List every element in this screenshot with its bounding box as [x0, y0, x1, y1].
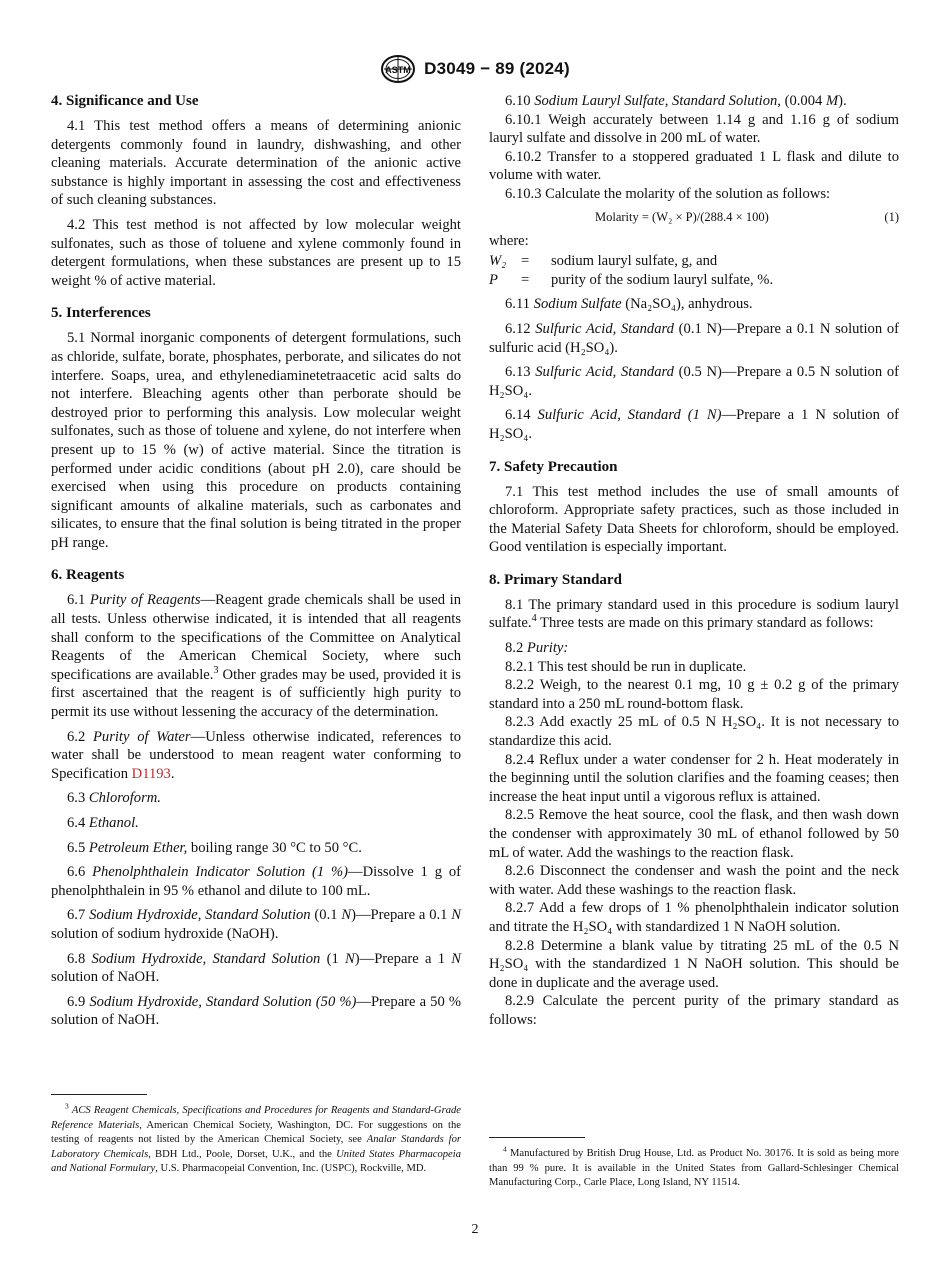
equation-number: (1): [884, 209, 899, 224]
para-8-2-5: 8.2.5 Remove the heat source, cool the flask, and then wash down the condenser with approximately 30 mL of ethanol followed by 50 mL of water. Add the washings to the reaction flask.: [489, 807, 899, 861]
section-4-heading: 4. Significance and Use: [51, 93, 199, 109]
para-6-1: 6.1 Purity of Reagents—Reagent grade chemicals shall be used in all tests. Unless otherwise indicated, it is intended that all reagents shall conform to the specifications of the Committee on Analytical Reagents of the American Chemical Society, where such specifications are available.$^3$ Other grades may be used, provided it is first ascertained that the reagent is of sufficiently high purity to permit its use without lessening the accuracy of the determination.: [51, 592, 462, 721]
spec-d1193-link[interactable]: D1193: [131, 765, 171, 782]
definition-row: P = purity of the sodium lauryl sulfate, %.: [489, 271, 774, 288]
para-8-2-6: 8.2.6 Disconnect the condenser and wash the point and the neck with water. Add these washings to the reaction flask.: [489, 863, 899, 898]
para-8-2: 8.2 Purity:: [505, 640, 569, 657]
para-6-7: 6.7 Sodium Hydroxide, Standard Solution (0.1 N)—Prepare a 0.1 N solution of sodium hydroxide (NaOH).: [51, 907, 461, 942]
para-6-14: 6.14 Sulfuric Acid, Standard (1 N)—Prepare a 1 N solution of H₂SO₄.: [489, 407, 899, 442]
logo-text: ASTM: [385, 65, 411, 75]
equation-1: Molarity = (W₂ × P)/(288.4 × 100) (1): [489, 206, 899, 230]
where-label: where:: [489, 232, 529, 249]
para-8-2-3: 8.2.3 Add exactly 25 mL of 0.5 N H₂SO₄. It is not necessary to standardize this acid.: [489, 714, 899, 750]
para-8-2-9: 8.2.9 Calculate the percent purity of the primary standard as follows:: [489, 993, 899, 1028]
footnote-3: $^3$ ACS Reagent Chemicals, Specifications and Procedures for Reagents and Standard-Grade Reference Materials, American Chemical Society, Washington, DC. For suggestions on the testing of reagents not listed by the American Chemical Society, see Analar Standards for Laboratory Chemicals, BDH Ltd., Poole, Dorset, U.K., and the United States Pharmacopeia and National Formulary, U.S. Pharmacopeial Convention, Inc. (USPC), Rockville, MD.: [51, 1101, 462, 1175]
para-6-12: 6.12 Sulfuric Acid, Standard (0.1 N)—Prepare a 0.1 N solution of sulfuric acid (H₂SO₄).: [489, 320, 899, 356]
section-7-heading: 7. Safety Precaution: [489, 458, 618, 475]
para-8-2-7: 8.2.7 Add a few drops of 1 % phenolphthalein indicator solution and titrate the H₂SO₄ with standardized 1 N NaOH solution.: [489, 900, 899, 935]
para-8-2-1: 8.2.1 This test should be run in duplicate.: [505, 658, 747, 675]
para-8-2-2: 8.2.2 Weigh, to the nearest 0.1 mg, 10 g ± 0.2 g of the primary standard into a 250 mL round-bottom flask.: [489, 677, 899, 712]
document-designation: D3049 − 89 (2024): [424, 59, 570, 78]
para-7-1: 7.1 This test method includes the use of small amounts of chloroform. Appropriate safety practices, such as those included in the Material Safety Data Sheets for chloroform, should be employed. Good ventilation is especially important.: [489, 483, 899, 556]
section-8-heading: 8. Primary Standard: [489, 571, 622, 588]
footnote-rule-left: [51, 1094, 147, 1095]
para-6-3: 6.3 Chloroform.: [67, 790, 161, 807]
para-4-2: 4.2 This test method is not affected by low molecular weight sulfonates, such as those of toluene and xylene commonly found in detergent formulations, when these substances are present up to 15 weight % of active material.: [51, 216, 461, 289]
astm-logo-icon: [380, 54, 416, 84]
para-6-13: 6.13 Sulfuric Acid, Standard (0.5 N)—Prepare a 0.5 N solution of H₂SO₄.: [489, 364, 899, 399]
variable-definitions: [489, 252, 899, 289]
para-6-4: 6.4 Ethanol.: [67, 815, 139, 831]
right-column: [489, 92, 899, 1030]
footnote-rule-right: [489, 1137, 585, 1138]
para-6-10-1: 6.10.1 Weigh accurately between 1.14 g and 1.16 g of sodium lauryl sulfate and dissolve in 200 mL of water.: [489, 111, 899, 147]
para-6-10: 6.10 Sodium Lauryl Sulfate, Standard Solution, (0.004 M).: [505, 93, 847, 109]
para-8-2-8: 8.2.8 Determine a blank value by titrating 25 mL of the 0.5 N H₂SO₄ with the standardized 1 N NaOH solution. This should be done in duplicate and the average used.: [489, 937, 899, 991]
para-6-10-2: 6.10.2 Transfer to a stoppered graduated 1 L flask and dilute to volume with water.: [489, 148, 899, 184]
para-6-11: 6.11 Sodium Sulfate (Na₂SO₄), anhydrous.: [505, 296, 753, 313]
para-6-10-3: 6.10.3 Calculate the molarity of the solution as follows:: [505, 185, 831, 202]
para-4-1: 4.1 This test method offers a means of determining anionic detergents commonly found in laundry, dishwashing, and other cleaning materials. Accurate determination of the anionic active substance is highly important in assessing the cost and effectiveness of such cleaning substances.: [51, 118, 461, 209]
footnote-4: $^4$ Manufactured by British Drug House, Ltd. as Product No. 30176. It is sold as being more than 99 % pure. It is available in the United States from Gallard-Schlesinger Chemical Manufacturing Corp., Carle Place, Long Island, NY 11514.: [489, 1144, 899, 1189]
definition-row: W₂ = sodium lauryl sulfate, g, and: [489, 253, 718, 270]
para-6-6: 6.6 Phenolphthalein Indicator Solution (1 %)—Dissolve 1 g of phenolphthalein in 95 % ethanol and dilute to 100 mL.: [51, 864, 461, 899]
para-6-8: 6.8 Sodium Hydroxide, Standard Solution (1 N)—Prepare a 1 N solution of NaOH.: [51, 950, 461, 986]
page-number: 2: [471, 1222, 479, 1237]
para-6-5: 6.5 Petroleum Ether, boiling range 30 °C to 50 °C.: [67, 839, 362, 856]
para-8-2-4: 8.2.4 Reflux under a water condenser for 2 h. Heat moderately in the beginning until the solution clarifies and the foaming ceases; then increase the heat input until a vigorous reflux is attained.: [489, 751, 899, 805]
section-6-heading: 6. Reagents: [51, 567, 125, 584]
page-header: [0, 52, 950, 86]
left-column: [51, 92, 461, 1030]
section-5-heading: 5. Interferences: [51, 305, 151, 322]
para-5-1: 5.1 Normal inorganic components of detergent formulations, such as chloride, sulfate, borate, phosphates, perborate, and silicates do not interfere. Soaps, urea, and ethylenediaminetetraacetic acid salts do not interfere. Bleaching agents other than perborate should be destroyed prior to performing this analysis. Low molecular weight sulfonates, such as those of toluene and xylene, do not interfere when present up to 15 % (w) of active material. Since the titration is performed under acidic conditions (about pH 2.0), care should be exercised when using this procedure on products containing significant amounts of alkaline materials, such as carbonates and silicates, to ensure that the final solution is being titrated in the proper pH range.: [51, 330, 461, 551]
para-6-9: 6.9 Sodium Hydroxide, Standard Solution (50 %)—Prepare a 50 % solution of NaOH.: [51, 993, 461, 1029]
para-8-1: 8.1 The primary standard used in this procedure is sodium lauryl sulfate.$^4$ Three tests are made on this primary standard as follows:: [489, 596, 899, 632]
para-6-2: 6.2 Purity of Water—Unless otherwise indicated, references to water shall be understood to mean reagent water conforming to Specification D1193.: [51, 728, 461, 782]
